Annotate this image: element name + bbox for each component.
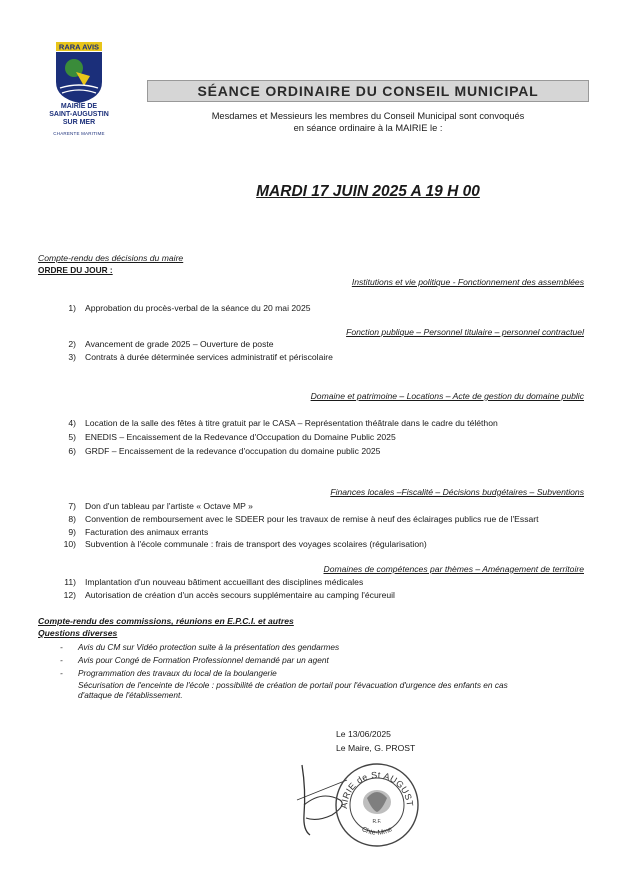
list-item: - Programmation des travaux du local de la boulangerie xyxy=(60,668,277,678)
list-item: - Avis du CM sur Vidéo protection suite à la présentation des gendarmes xyxy=(60,642,340,652)
questions-diverses-heading: Questions diverses xyxy=(38,628,118,638)
section-heading-finances: Finances locales –Fiscalité – Décisions budgétaires – Subventions xyxy=(330,487,584,497)
agenda-item: 11) Implantation d'un nouveau bâtiment accueillant des disciplines médicales xyxy=(64,577,364,587)
section-heading-institutions: Institutions et vie politique - Fonctionnement des assemblées xyxy=(351,277,584,287)
logo-text: RARA AVIS xyxy=(58,42,100,52)
commissions-heading: Compte-rendu des commissions, réunions en E.P.C.I. et autres xyxy=(38,616,294,626)
ordre-du-jour-heading: ORDRE DU JOUR : xyxy=(38,265,113,275)
official-stamp xyxy=(334,762,420,848)
agenda-item: 6) GRDF – Encaissement de la redevance d'occupation du domaine public 2025 xyxy=(68,446,381,456)
section-heading-competences: Domaines de compétences par thèmes – Aménagement de territoire xyxy=(323,564,584,574)
agenda-item: 4) Location de la salle des fêtes à titre gratuit par le CASA – Représentation théâtrale dans le cadre du téléthon xyxy=(68,418,498,428)
agenda-item: 1) Approbation du procès-verbal de la séance du 20 mai 2025 xyxy=(68,303,311,313)
svg-text:R.F.: R.F. xyxy=(372,819,382,825)
mairie-name: MAIRIE DE SAINT-AUGUSTIN SUR MER xyxy=(49,103,109,126)
town-logo xyxy=(52,42,106,104)
section-heading-fonction-publique: Fonction publique – Personnel titulaire – personnel contractuel xyxy=(346,327,584,337)
agenda-item: 12) Autorisation de création d'un accès secours supplémentaire au camping l'écureuil xyxy=(63,590,395,600)
session-banner: SÉANCE ORDINAIRE DU CONSEIL MUNICIPAL xyxy=(147,80,589,102)
meeting-date: MARDI 17 JUIN 2025 A 19 H 00 xyxy=(256,183,480,200)
department-label: CHARENTE MARITIME xyxy=(53,131,105,136)
agenda-item: 7) Don d'un tableau par l'artiste « Octave MP » xyxy=(68,501,253,511)
compte-rendu-maire-heading: Compte-rendu des décisions du maire xyxy=(38,253,184,263)
signatory: Le Maire, G. PROST xyxy=(336,743,416,753)
svg-text:MAIRIE de St AUGUSTIN: AIRIE de St AUGUST xyxy=(338,769,416,810)
signature-date: Le 13/06/2025 xyxy=(336,729,391,739)
convocation-intro: Mesdames et Messieurs les membres du Conseil Municipal sont convoqués en séance ordinaire à la MAIRIE le : xyxy=(211,111,525,133)
agenda-item: 9) Facturation des animaux errants xyxy=(68,527,209,537)
securisation-text: Sécurisation de l'enceinte de l'école : possibilité de création de portail pour l'évacuation d'urgence des enfants en cas d'attaque de l'établissement. xyxy=(78,680,508,700)
section-heading-domaine: Domaine et patrimoine – Locations – Acte de gestion du domaine public xyxy=(310,391,584,401)
agenda-item: 3) Contrats à durée déterminée services administratif et périscolaire xyxy=(68,352,333,362)
agenda-item: 10) Subvention à l'école communale : frais de transport des voyages scolaires (régularisation) xyxy=(63,539,427,549)
list-item: - Avis pour Congé de Formation Professionnel demandé par un agent xyxy=(60,655,329,665)
agenda-item: 5) ENEDIS – Encaissement de la Redevance d'Occupation du Domaine Public 2025 xyxy=(68,432,396,442)
svg-text:Chte-Mme: Chte-Mme xyxy=(360,825,394,837)
agenda-item: 8) Convention de remboursement avec le SDEER pour les travaux de remise à neuf des éclairages publics rue de l'Essart xyxy=(68,514,539,524)
agenda-item: 2) Avancement de grade 2025 – Ouverture de poste xyxy=(68,339,274,349)
